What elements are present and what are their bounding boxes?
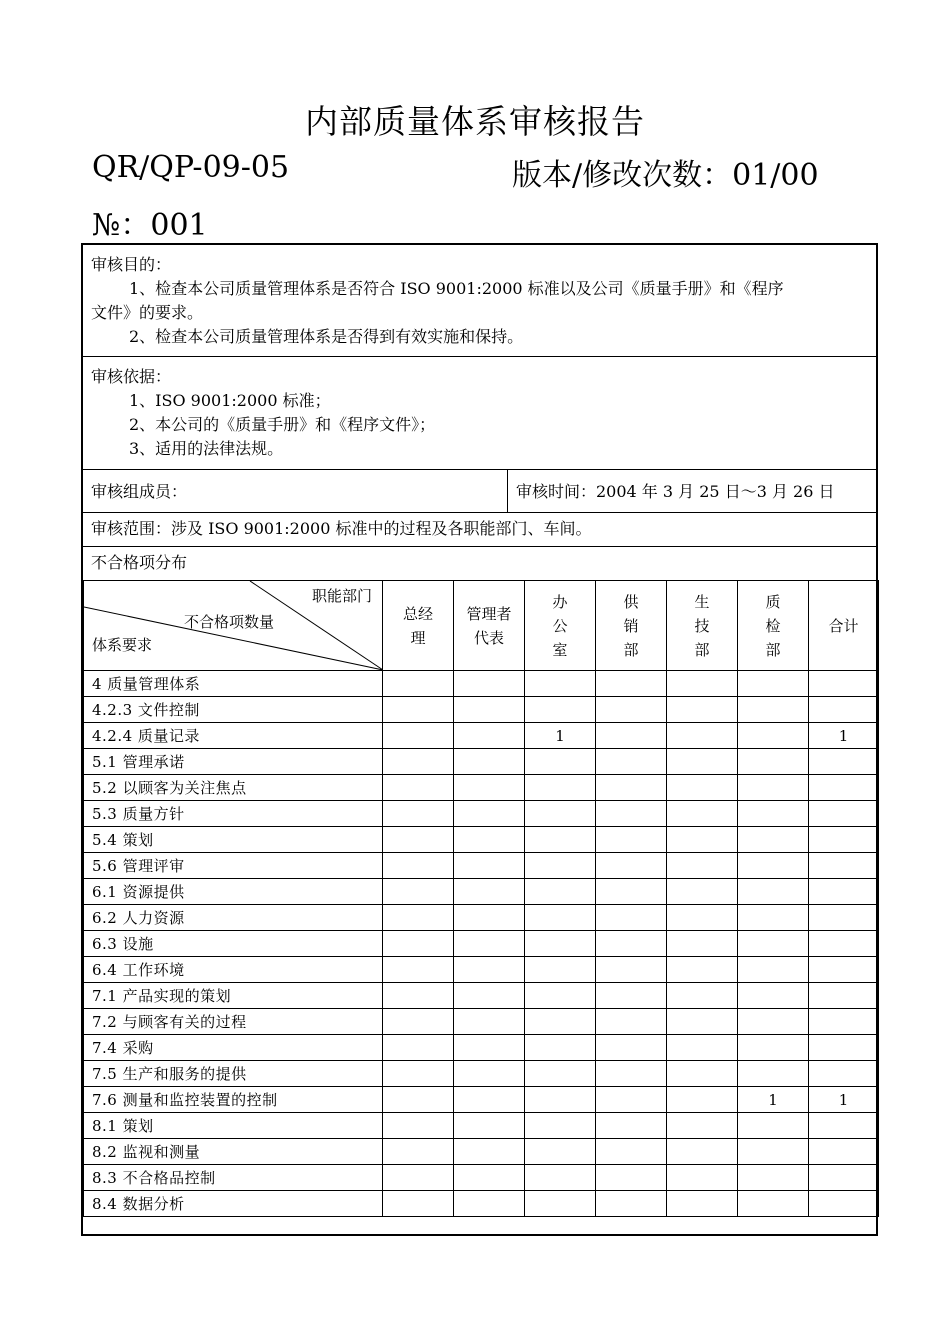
count-cell bbox=[383, 671, 454, 697]
count-cell bbox=[596, 697, 667, 723]
distribution-title-text: 不合格项分布 bbox=[91, 553, 188, 572]
count-cell bbox=[738, 801, 809, 827]
audit-time: 审核时间：2004 年 3 月 25 日～3 月 26 日 bbox=[516, 482, 835, 501]
count-cell bbox=[525, 1165, 596, 1191]
count-cell: 1 bbox=[738, 1087, 809, 1113]
requirement-cell: 7.4 采购 bbox=[84, 1035, 383, 1061]
count-cell bbox=[454, 879, 525, 905]
corner-label-department: 职能部门 bbox=[311, 587, 372, 605]
count-cell bbox=[454, 1087, 525, 1113]
table-row bbox=[84, 1061, 879, 1087]
requirement-cell: 8.1 策划 bbox=[84, 1113, 383, 1139]
count-cell bbox=[738, 983, 809, 1009]
count-cell bbox=[525, 749, 596, 775]
count-cell bbox=[809, 671, 879, 697]
count-cell bbox=[454, 983, 525, 1009]
audit-basis-item: 3、适用的法律法规。 bbox=[129, 439, 284, 458]
count-cell bbox=[667, 879, 738, 905]
requirement-cell: 6.3 设施 bbox=[84, 931, 383, 957]
table-row bbox=[84, 853, 879, 879]
count-cell bbox=[525, 879, 596, 905]
count-cell bbox=[454, 957, 525, 983]
corner-header bbox=[84, 581, 383, 671]
count-cell bbox=[383, 775, 454, 801]
count-cell bbox=[667, 905, 738, 931]
count-cell bbox=[809, 1165, 879, 1191]
count-cell bbox=[596, 775, 667, 801]
count-cell bbox=[738, 879, 809, 905]
count-cell bbox=[667, 1035, 738, 1061]
table-row bbox=[84, 749, 879, 775]
audit-scope bbox=[83, 513, 876, 547]
count-cell bbox=[454, 827, 525, 853]
count-cell bbox=[667, 827, 738, 853]
column-header: 管理者代表 bbox=[454, 581, 525, 671]
audit-basis-section bbox=[83, 357, 876, 470]
count-cell bbox=[596, 957, 667, 983]
audit-basis-item: 2、本公司的《质量手册》和《程序文件》； bbox=[129, 415, 436, 434]
count-cell bbox=[383, 801, 454, 827]
requirement-cell: 7.2 与顾客有关的过程 bbox=[84, 1009, 383, 1035]
count-cell bbox=[525, 697, 596, 723]
count-cell bbox=[809, 1035, 879, 1061]
count-cell bbox=[738, 1139, 809, 1165]
count-cell bbox=[738, 931, 809, 957]
count-cell bbox=[738, 697, 809, 723]
count-cell bbox=[738, 1009, 809, 1035]
form-code: QR/QP-09-05 bbox=[92, 150, 290, 185]
count-cell bbox=[738, 853, 809, 879]
count-cell bbox=[596, 1113, 667, 1139]
count-cell bbox=[454, 1191, 525, 1217]
count-cell bbox=[525, 931, 596, 957]
requirement-cell: 4.2.3 文件控制 bbox=[84, 697, 383, 723]
count-cell bbox=[454, 853, 525, 879]
count-cell bbox=[596, 1165, 667, 1191]
count-cell bbox=[738, 1035, 809, 1061]
count-cell bbox=[383, 1113, 454, 1139]
count-cell bbox=[383, 853, 454, 879]
count-cell bbox=[383, 879, 454, 905]
corner-label-requirement: 体系要求 bbox=[92, 636, 153, 654]
count-cell bbox=[809, 697, 879, 723]
audit-purpose-label: 审核目的： bbox=[91, 255, 172, 274]
count-cell bbox=[667, 1113, 738, 1139]
count-cell bbox=[454, 905, 525, 931]
table-row bbox=[84, 1087, 879, 1113]
table-row bbox=[84, 697, 879, 723]
count-cell: 1 bbox=[525, 723, 596, 749]
count-cell bbox=[596, 749, 667, 775]
count-cell bbox=[525, 801, 596, 827]
requirement-cell: 7.5 生产和服务的提供 bbox=[84, 1061, 383, 1087]
table-row bbox=[84, 931, 879, 957]
count-cell bbox=[383, 697, 454, 723]
requirement-cell: 5.4 策划 bbox=[84, 827, 383, 853]
count-cell bbox=[809, 957, 879, 983]
count-cell bbox=[738, 749, 809, 775]
count-cell bbox=[809, 1113, 879, 1139]
count-cell bbox=[383, 905, 454, 931]
table-row bbox=[84, 775, 879, 801]
requirement-cell: 6.4 工作环境 bbox=[84, 957, 383, 983]
count-cell bbox=[454, 697, 525, 723]
count-cell bbox=[454, 671, 525, 697]
count-cell bbox=[525, 1139, 596, 1165]
requirement-cell: 6.1 资源提供 bbox=[84, 879, 383, 905]
count-cell bbox=[667, 697, 738, 723]
report-number: №：001 bbox=[92, 208, 208, 243]
count-cell bbox=[809, 775, 879, 801]
count-cell bbox=[667, 723, 738, 749]
count-cell bbox=[667, 1087, 738, 1113]
requirement-cell: 6.2 人力资源 bbox=[84, 905, 383, 931]
column-header: 生技部 bbox=[667, 581, 738, 671]
report-title: 内部质量体系审核报告 bbox=[305, 102, 645, 141]
count-cell bbox=[596, 1087, 667, 1113]
requirement-cell: 4 质量管理体系 bbox=[84, 671, 383, 697]
requirement-cell: 5.2 以顾客为关注焦点 bbox=[84, 775, 383, 801]
count-cell bbox=[525, 1113, 596, 1139]
table-row bbox=[84, 801, 879, 827]
column-header: 合计 bbox=[809, 581, 879, 671]
count-cell bbox=[383, 749, 454, 775]
count-cell bbox=[667, 671, 738, 697]
count-cell bbox=[525, 957, 596, 983]
count-cell bbox=[738, 723, 809, 749]
count-cell bbox=[454, 749, 525, 775]
count-cell bbox=[525, 1035, 596, 1061]
column-header: 供销部 bbox=[596, 581, 667, 671]
count-cell bbox=[383, 1165, 454, 1191]
column-header: 质检部 bbox=[738, 581, 809, 671]
table-row bbox=[84, 1009, 879, 1035]
requirement-cell: 8.2 监视和测量 bbox=[84, 1139, 383, 1165]
count-cell bbox=[738, 1113, 809, 1139]
table-row bbox=[84, 1191, 879, 1217]
count-cell bbox=[596, 983, 667, 1009]
distribution-title bbox=[83, 547, 876, 581]
count-cell bbox=[809, 983, 879, 1009]
table-row bbox=[84, 671, 879, 697]
count-cell bbox=[454, 775, 525, 801]
requirement-cell: 8.4 数据分析 bbox=[84, 1191, 383, 1217]
audit-scope-text: 审核范围：涉及 ISO 9001:2000 标准中的过程及各职能部门、车间。 bbox=[91, 519, 592, 538]
count-cell bbox=[383, 1139, 454, 1165]
count-cell bbox=[383, 1009, 454, 1035]
count-cell bbox=[596, 1061, 667, 1087]
table-row bbox=[84, 905, 879, 931]
table-row bbox=[84, 723, 879, 749]
count-cell bbox=[525, 1009, 596, 1035]
count-cell bbox=[596, 1139, 667, 1165]
table-row bbox=[84, 879, 879, 905]
count-cell bbox=[525, 671, 596, 697]
count-cell bbox=[596, 801, 667, 827]
count-cell bbox=[383, 1061, 454, 1087]
table-row bbox=[84, 957, 879, 983]
audit-basis-item: 1、ISO 9001:2000 标准； bbox=[129, 391, 331, 410]
count-cell bbox=[809, 1009, 879, 1035]
count-cell bbox=[383, 931, 454, 957]
count-cell bbox=[738, 1165, 809, 1191]
count-cell bbox=[596, 671, 667, 697]
count-cell bbox=[667, 1191, 738, 1217]
count-cell bbox=[667, 1061, 738, 1087]
divider bbox=[507, 470, 508, 512]
count-cell bbox=[738, 827, 809, 853]
table-header-row bbox=[84, 581, 879, 671]
count-cell bbox=[809, 905, 879, 931]
count-cell bbox=[738, 1061, 809, 1087]
requirement-cell: 5.6 管理评审 bbox=[84, 853, 383, 879]
count-cell bbox=[809, 801, 879, 827]
count-cell bbox=[596, 879, 667, 905]
count-cell bbox=[454, 801, 525, 827]
count-cell bbox=[667, 801, 738, 827]
requirement-cell: 4.2.4 质量记录 bbox=[84, 723, 383, 749]
count-cell bbox=[667, 983, 738, 1009]
table-row bbox=[84, 1113, 879, 1139]
count-cell bbox=[525, 1087, 596, 1113]
count-cell bbox=[667, 1139, 738, 1165]
count-cell bbox=[738, 671, 809, 697]
count-cell bbox=[738, 957, 809, 983]
report-form bbox=[81, 243, 878, 1236]
count-cell bbox=[454, 1113, 525, 1139]
count-cell bbox=[667, 931, 738, 957]
count-cell bbox=[383, 1035, 454, 1061]
count-cell bbox=[738, 775, 809, 801]
count-cell bbox=[809, 1139, 879, 1165]
count-cell bbox=[667, 1165, 738, 1191]
count-cell bbox=[667, 775, 738, 801]
count-cell bbox=[809, 1061, 879, 1087]
count-cell bbox=[596, 1035, 667, 1061]
corner-label-count: 不合格项数量 bbox=[184, 613, 275, 631]
count-cell bbox=[596, 1009, 667, 1035]
audit-team-label: 审核组成员： bbox=[91, 482, 188, 501]
audit-team-section bbox=[83, 470, 876, 513]
count-cell bbox=[525, 983, 596, 1009]
requirement-cell: 7.6 测量和监控装置的控制 bbox=[84, 1087, 383, 1113]
requirement-cell: 7.1 产品实现的策划 bbox=[84, 983, 383, 1009]
count-cell bbox=[809, 853, 879, 879]
count-cell bbox=[525, 1061, 596, 1087]
count-cell bbox=[667, 1009, 738, 1035]
count-cell bbox=[596, 723, 667, 749]
requirement-cell: 8.3 不合格品控制 bbox=[84, 1165, 383, 1191]
count-cell bbox=[809, 931, 879, 957]
count-cell bbox=[596, 905, 667, 931]
count-cell bbox=[454, 1139, 525, 1165]
count-cell bbox=[596, 853, 667, 879]
count-cell bbox=[738, 1191, 809, 1217]
count-cell bbox=[667, 853, 738, 879]
count-cell bbox=[525, 775, 596, 801]
count-cell bbox=[383, 1087, 454, 1113]
count-cell bbox=[383, 827, 454, 853]
count-cell: 1 bbox=[809, 1087, 879, 1113]
table-row bbox=[84, 1165, 879, 1191]
count-cell bbox=[525, 905, 596, 931]
count-cell bbox=[596, 931, 667, 957]
audit-basis-label: 审核依据： bbox=[91, 367, 172, 386]
count-cell bbox=[525, 853, 596, 879]
requirement-cell: 5.1 管理承诺 bbox=[84, 749, 383, 775]
count-cell bbox=[383, 1191, 454, 1217]
count-cell: 1 bbox=[809, 723, 879, 749]
table-row bbox=[84, 983, 879, 1009]
count-cell bbox=[454, 1165, 525, 1191]
count-cell bbox=[525, 827, 596, 853]
count-cell bbox=[454, 1035, 525, 1061]
count-cell bbox=[383, 983, 454, 1009]
nonconformity-table bbox=[83, 580, 879, 1217]
count-cell bbox=[454, 723, 525, 749]
version-label: 版本/修改次数：01/00 bbox=[512, 158, 819, 193]
count-cell bbox=[454, 1061, 525, 1087]
table-row bbox=[84, 827, 879, 853]
table-row bbox=[84, 1139, 879, 1165]
table-row bbox=[84, 1035, 879, 1061]
count-cell bbox=[667, 957, 738, 983]
count-cell bbox=[525, 1191, 596, 1217]
audit-purpose-item-2: 2、检查本公司质量管理体系是否得到有效实施和保持。 bbox=[129, 327, 524, 346]
column-header: 总经理 bbox=[383, 581, 454, 671]
column-header: 办公室 bbox=[525, 581, 596, 671]
count-cell bbox=[809, 1191, 879, 1217]
count-cell bbox=[738, 905, 809, 931]
count-cell bbox=[809, 879, 879, 905]
audit-purpose-item-1-cont: 文件》的要求。 bbox=[91, 303, 204, 322]
count-cell bbox=[809, 749, 879, 775]
count-cell bbox=[596, 827, 667, 853]
requirement-cell: 5.3 质量方针 bbox=[84, 801, 383, 827]
count-cell bbox=[383, 957, 454, 983]
count-cell bbox=[383, 723, 454, 749]
audit-purpose-item-1: 1、检查本公司质量管理体系是否符合 ISO 9001:2000 标准以及公司《质量手册》和《程序 bbox=[129, 279, 784, 298]
count-cell bbox=[596, 1191, 667, 1217]
audit-purpose-section bbox=[83, 245, 876, 357]
count-cell bbox=[454, 1009, 525, 1035]
count-cell bbox=[454, 931, 525, 957]
count-cell bbox=[667, 749, 738, 775]
count-cell bbox=[809, 827, 879, 853]
